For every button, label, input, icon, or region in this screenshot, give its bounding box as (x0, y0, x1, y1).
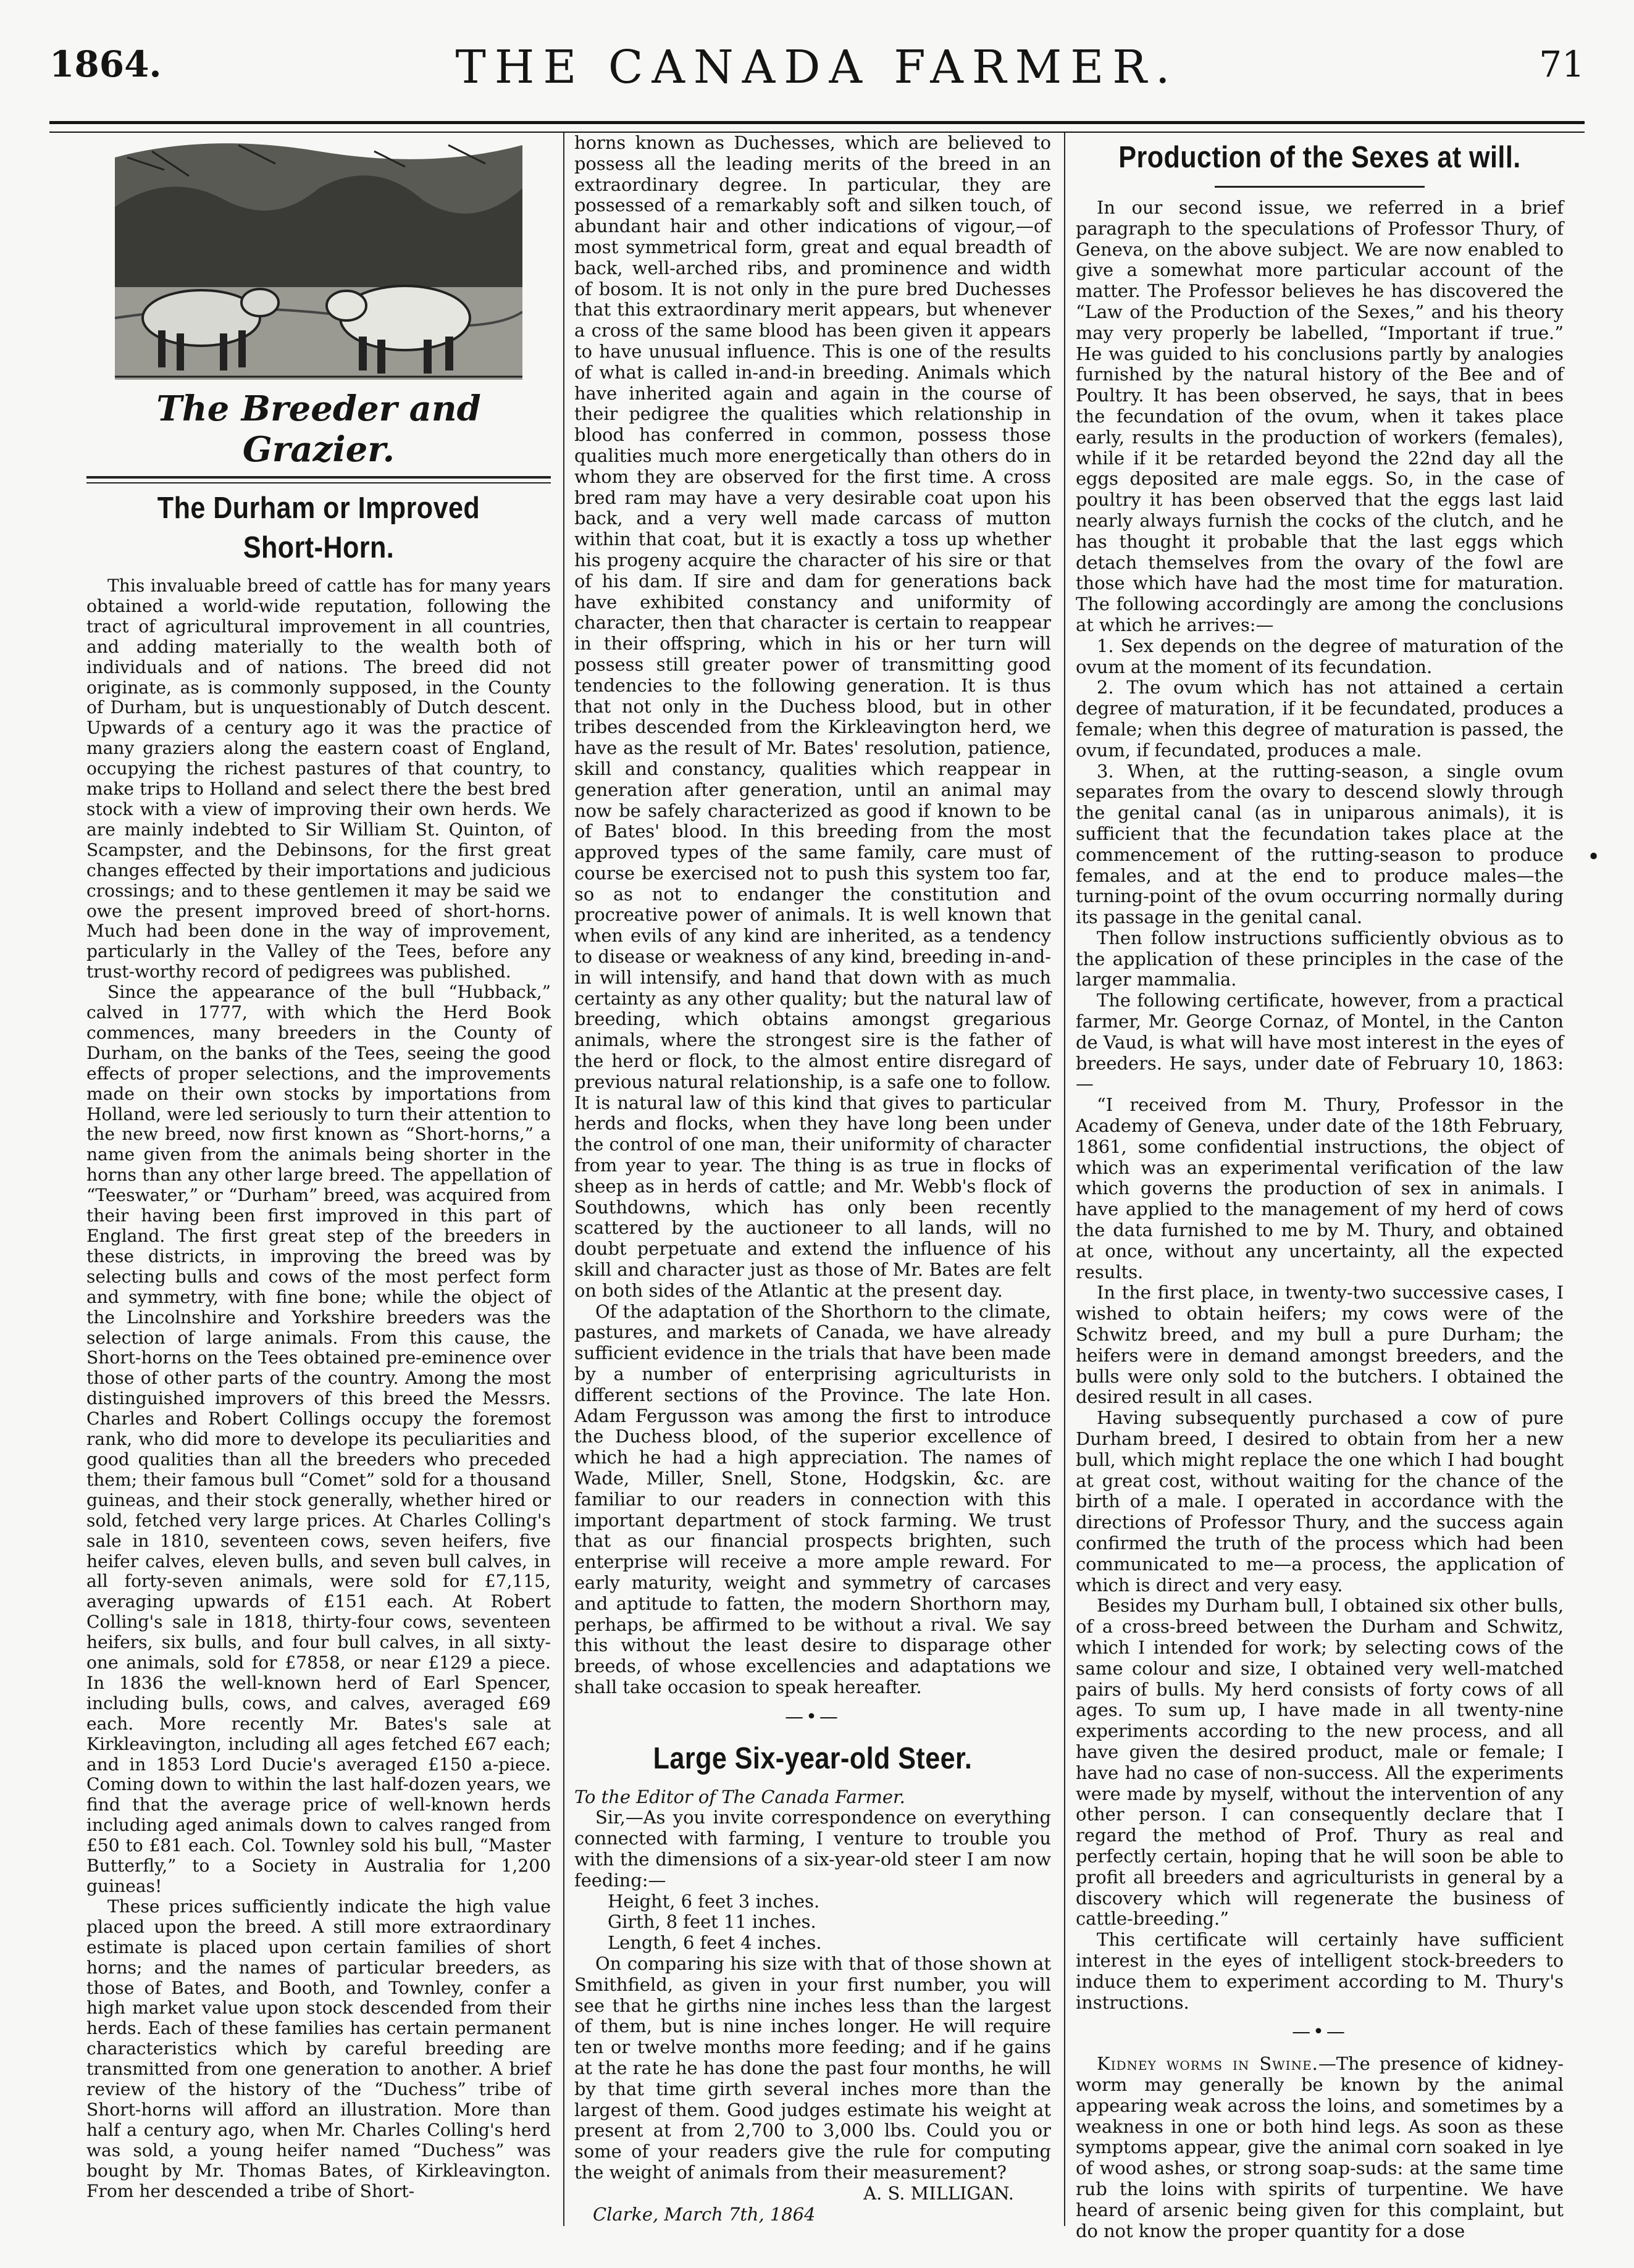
sexes-paragraph-5: Then follow instructions sufficiently obvious as to the application of these principles in the case of the larger mammalia. (1076, 927, 1564, 990)
sexes-paragraph-7: “I received from M. Thury, Professor in the Academy of Geneva, under date of the 18th February, 1861, some confidential instructions, the object of which was an experimental verification of the law which governs the production of sex in animals. I have applied to the management of my herd of cows the data furnished to me by M. Thury, and obtained at once, without any uncertainty, all the expected results. (1076, 1094, 1564, 1283)
steer-girth: Girth, 8 feet 11 inches. (608, 1911, 816, 1933)
section-rule-thick (86, 476, 551, 479)
sexes-paragraph-9: Having subsequently purchased a cow of pure Durham breed, I desired to obtain from her a new bull, which might replace the one which I had bought at great cost, without waiting for the chance of the birth of a male. I operated in accordance with the directions of Professor Thury, and the success again confirmed the truth of the process which had been communicated to me—a process, the application of which is direct and very easy. (1076, 1407, 1564, 1596)
steer-height: Height, 6 feet 3 inches. (608, 1890, 820, 1912)
heading-rule (1215, 186, 1425, 188)
masthead-rule (49, 121, 1585, 133)
article-divider: —•— (785, 1705, 840, 1728)
steer-dateline: Clarke, March 7th, 1864 (593, 2203, 816, 2225)
steer-salutation: To the Editor of The Canada Farmer. (574, 1786, 905, 1807)
steer-length: Length, 6 feet 4 inches. (608, 1932, 822, 1954)
sexes-paragraph-11: This certificate will certainly have sufficient interest in the eyes of intelligent stock-breeders to induce them to experiment according to M. Thury's instructions. (1076, 1929, 1564, 2013)
section-title: The Breeder and Grazier. (156, 388, 481, 470)
sexes-paragraph-10: Besides my Durham bull, I obtained six other bulls, of a cross-breed between the Durham and Schwitz, which I intended for work; by selecting cows of the same colour and size, I obtained very well-matched pairs of bulls. My herd consists of forty cows of all ages. To sum up, I have made in all twenty-nine experiments according to the new process, and all have given the desired product, male or female; I have had no case of non-success. All the experiments were made by myself, without the intervention of any other person. I can consequently declare that I regard the method of Prof. Thury as real and perfectly certain, hoping that he will soon be able to profit all breeders and agriculturists in general by a discovery which will regenerate the business of cattle-breeding.” (1076, 1595, 1564, 1930)
steer-signature: A. S. MILLIGAN. (863, 2182, 1014, 2204)
publication-title: THE CANADA FARMER. (455, 41, 1179, 94)
cattle-illustration (115, 133, 522, 380)
kidney-text: —The presence of kidney-worm may generally be known by the animal appearing weak across the loins, and sometimes by a weakness in one or both hind legs. As soon as these symptoms appear, give the animal corn soaked in lye of wood ashes, or strong soap-suds: at the same time rub the loins with spirits of turpentine. We have heard of arsenic being given for this complaint, but do not know the proper quantity for a dose (1076, 2053, 1564, 2241)
article-divider-2: —•— (1292, 2021, 1347, 2043)
sexes-paragraph-4: 3. When, at the rutting-season, a single ovum separates from the ovary to descend slowly through the genital canal (as in uniparous animals), it is sufficient that the fecundation takes place at the commencement of the rutting-season to produce females, and at the end to produce males—the turning-point of the ovum occurring normally during its passage in the genital canal. (1076, 760, 1564, 928)
sexes-paragraph-2: 1. Sex depends on the degree of maturation of the ovum at the moment of its fecundation. (1076, 635, 1564, 677)
durham-continued-2: Of the adaptation of the Shorthorn to the climate, pastures, and markets of Canada, we have already sufficient evidence in the trials that have been made by a number of enterprising agriculturists in different sections of the Province. The late Hon. Adam Fergusson was among the first to introduce the Duchess blood, of the superior excellence of which he had a high appreciation. The names of Wade, Miller, Snell, Stone, Hodgskin, &c. are familiar to our readers in connection with this important department of stock farming. We trust that as our financial prospects brighten, such enterprise will receive a more ample reward. For early maturity, weight and symmetry of carcases and aptitude to fatten, the modern Shorthorn may, perhaps, be affirmed to be without a rival. We say this without the least desire to disparage other breeds, of whose excellencies and adaptations we shall take occasion to speak hereafter. (574, 1300, 1051, 1697)
page-number: 71 (1539, 43, 1585, 85)
durham-paragraph-3: These prices sufficiently indicate the high value placed upon the breed. A still more extraordinary estimate is placed upon certain families of short horns; and the names of particular breeders, as those of Bates, and Booth, and Townley, confer a high market value upon stock descended from their herds. Each of these families has certain permanent characteristics which by careful breeding are transmitted from one generation to another. A brief review of the history of the “Duchess” tribe of Short-horns will afford an illustration. More than half a century ago, when Mr. Charles Colling's herd was sold, a young heifer named “Duchess” was bought by Mr. Thomas Bates, of Kirkleavington. From her descended a tribe of Short- (86, 1896, 551, 2201)
sexes-paragraph-3: 2. The ovum which has not attained a certain degree of maturation, if it be fecundated, produces a female; when this degree of maturation is passed, the ovum, if fecundated, produces a male. (1076, 677, 1564, 761)
durham-heading: The Durham or Improved Short-Horn. (157, 492, 480, 564)
sexes-paragraph-8: In the first place, in twenty-two successive cases, I wished to obtain heifers; my cows were of the Schwitz breed, and my bull a pure Durham; the heifers were in demand amongst breeders, and the bulls were only sold to the butchers. I obtained the desired result in all cases. (1076, 1282, 1564, 1408)
column-1 (86, 133, 551, 2202)
column-rule-1 (563, 133, 564, 2226)
masthead (49, 25, 1585, 117)
cattle-engraving (115, 133, 522, 380)
section-rule-thin (86, 482, 551, 483)
sexes-paragraph-1: In our second issue, we referred in a brief paragraph to the speculations of Professor Thury, of Geneva, on the above subject. We are now enabled to give a somewhat more particular account of the matter. The Professor believes he has discovered the “Law of the Production of the Sexes,” and his theory may very properly be labelled, “Important if true.” He was guided to his conclusions partly by analogies furnished by the natural history of the Bee and of Poultry. It has been observed, he says, that in bees the fecundation of the ovum, when it takes place early, results in the production of workers (females), while if it be retarded beyond the 22nd day all the eggs deposited are male eggs. So, in the case of poultry it has been observed that the eggs last laid nearly always furnish the cocks of the clutch, and he has thought it probable that the last eggs which detach themselves from the ovary of the fowl are those which have had the most time for maturation. The following accordingly are among the conclusions at which he arrives:— (1076, 197, 1564, 635)
durham-paragraph-1: This invaluable breed of cattle has for many years obtained a world-wide reputation, following the tract of agricultural improvement in all countries, and adding materially to the wealth both of individuals and of nations. The breed did not originate, as is commonly supposed, in the County of Durham, but is unquestionably of Dutch descent. Upwards of a century ago it was the practice of many graziers along the eastern coast of England, occupying the richest pastures of that country, to make trips to Holland and select there the best bred stock with a view of improving their own herds. We are mainly indebted to Sir William St. Quinton, of Scampster, and the Debinsons, for the first great changes effected by their importations and judicious crossings; and to these gentlemen it may be said we owe the present improved breed of short-horns. Much had been done in the way of improvement, particularly in the Valley of the Tees, before any trust-worthy record of pedigrees was published. (86, 575, 551, 982)
column-rule-2 (1064, 133, 1065, 2226)
steer-paragraph-1: Sir,—As you invite correspondence on everything connected with farming, I venture to trouble you with the dimensions of a six-year-old steer I am now feeding:— (574, 1807, 1051, 1891)
column-2 (574, 133, 1051, 2225)
steer-closing: On comparing his size with that of those shown at Smithfield, as given in your first number, you will see that he girths nine inches less than the largest of them, but is nine inches longer. He will require ten or twelve months more feeding; and if he gains at the rate he has done the past four months, he will by that time girth several inches more than the largest of them. Good judges estimate his weight at present at from 2,700 to 3,000 lbs. Could you or some of your readers give the rule for computing the weight of animals from their measurement? (574, 1952, 1051, 2183)
sexes-paragraph-6: The following certificate, however, from a practical farmer, Mr. George Cornaz, of Montel, in the Canton de Vaud, is what will have most interest in the eyes of breeders. He says, under date of February 10, 1863:— (1076, 990, 1564, 1095)
durham-continued-1: horns known as Duchesses, which are believed to possess all the leading merits of the breed in an extraordinary degree. In particular, they are possessed of a remarkably soft and silken touch, of abundant hair and other indications of vigour,—of most symmetrical form, great and equal breadth of back, well-arched ribs, and prominence and width of bosom. It is not only in the pure bred Duchesses that this extraordinary merit appears, but whenever a cross of the same blood has been given it appears to have unusual influence. This is one of the results of what is called in-and-in breeding. Animals which have inherited again and again in the course of their pedigree the qualities which relationship in blood has conferred in common, possess those qualities much more energetically than others do in whom they are observed for the first time. A cross bred ram may have a very desirable coat upon his back, and a very well made carcass of mutton within that coat, but it is exactly a toss up whether his progeny acquire the character of his sire or that of his dam. If sire and dam for generations back have exhibited constancy and uniformity of character, then that character is certain to reappear in their offspring, which in his or her turn will possess still greater power of transmitting good tendencies to the following generation. It is thus that not only in the Duchess blood, but in other tribes descended from the Kirkleavington herd, we have as the result of Mr. Bates' resolution, patience, skill and constancy, qualities which reappear in generation after generation, until an animal may now be safely characterized as good if known to be of Bates' blood. In this breeding from the most approved types of the same family, care must of course be exercised not to push this system too far, so as not to endanger the constitution and procreative power of animals. It is well known that when evils of any kind are inherited, as a tendency to disease or weakness of any kind, breeding in-and-in will intensify, and hand that down with as much certainty as any other quality; but the natural law of breeding, which obtains amongst gregarious animals, where the strongest sire is the father of the herd or flock, to the almost entire disregard of previous natural relationship, is a safe one to follow. It is natural law of this kind that gives to particular herds and flocks, when they have long been under the control of one man, their uniformity of character from year to year. The thing is as true in flocks of sheep as in herds of cattle; and Mr. Webb's flock of Southdowns, which has only been recently scattered by the auctioneer to all lands, will no doubt perpetuate and extend the influence of his skill and character just as those of Mr. Bates are felt on both sides of the Atlantic at the present day. (574, 132, 1051, 1301)
column-3 (1076, 133, 1564, 2241)
margin-mark: • (1587, 845, 1601, 870)
steer-heading: Large Six-year-old Steer. (653, 1741, 973, 1775)
kidney-paragraph (1076, 2054, 1564, 2241)
durham-paragraph-2: Since the appearance of the bull “Hubback,” calved in 1777, with which the Herd Book commences, many breeders in the County of Durham, on the banks of the Tees, seeing the good effects of proper selections, and the improvements made on their own stocks by importations from Holland, were led seriously to turn their attention to the new breed, now first known as “Short-horns,” a name given from the animals being shorter in the horns than any other large breed. The appellation of “Teeswater,” or “Durham” breed, was acquired from their having been first improved in this part of England. The first great step of the breeders in these districts, in improving the breed was by selecting bulls and cows of the most perfect form and symmetry, with fine bone; while the object of the Lincolnshire and Yorkshire breeders was the selection of large animals. From this cause, the Short-horns on the Tees obtained pre-eminence over those of other parts of the country. Among the most distinguished improvers of this breed the Messrs. Charles and Robert Collings occupy the foremost rank, who did more to develope its peculiarities and good qualities than all the breeders who preceded them; their famous bull “Comet” sold for a thousand guineas, and their stock generally, whether hired or sold, fetched very large prices. At Charles Colling's sale in 1810, seventeen cows, seven heifers, five heifer calves, eleven bulls, and seven bull calves, in all forty-seven animals, were sold for £7,115, averaging upwards of £151 each. At Robert Colling's sale in 1818, thirty-four cows, seventeen heifers, six bulls, and four bull calves, in all sixty-one animals, sold for £7858, or near £129 a piece. In 1836 the well-known herd of Earl Spencer, including bulls, cows, and calves, averaged £69 each. More recently Mr. Bates's sale at Kirkleavington, including all ages fetched £67 each; and in 1853 Lord Ducie's averaged £150 a-piece. Coming down to within the last half-dozen years, we find that the average price of well-known herds including aged animals down to calves ranged from £50 to £81 each. Col. Townley sold his bull, “Master Butterfly,” to a Society in Australia for 1,200 guineas! (86, 982, 551, 1896)
issue-year: 1864. (49, 43, 162, 85)
kidney-lead: Kidney worms in Swine. (1097, 2053, 1318, 2075)
sexes-heading: Production of the Sexes at will. (1118, 141, 1521, 174)
